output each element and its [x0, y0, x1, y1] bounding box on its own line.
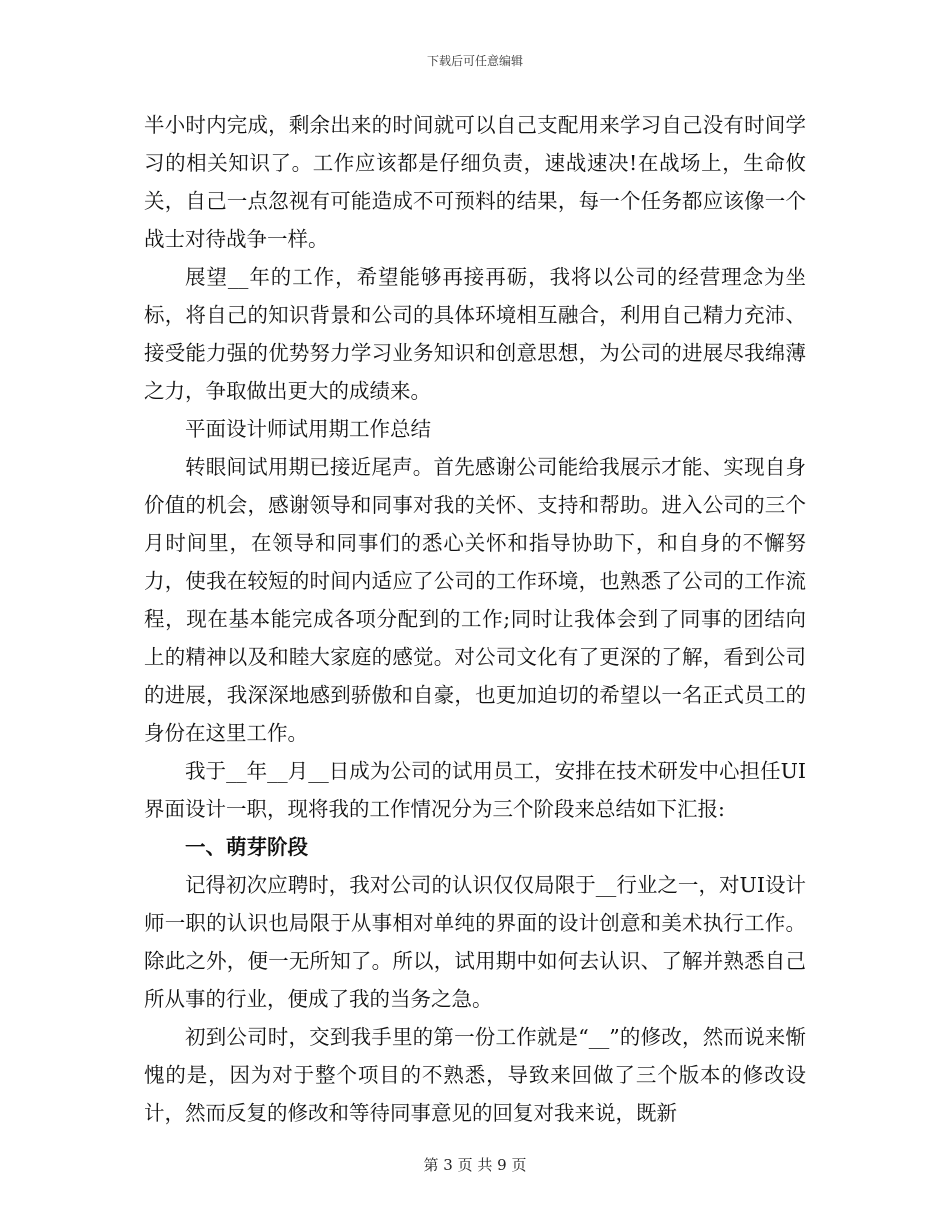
paragraph: 转眼间试用期已接近尾声。首先感谢公司能给我展示才能、实现自身价值的机会，感谢领导和同事对我的关怀、支持和帮助。进入公司的三个月时间里，在领导和同事们的悉心关怀和指导协助下，和自身的不懈努力，使我在较短的时间内适应了公司的工作环境，也熟悉了公司的工作流程，现在基本能完成各项分配到的工作;同时让我体会到了同事的团结向上的精神以及和睦大家庭的感觉。对公司文化有了更深的了解，看到公司的进展，我深深地感到骄傲和自豪，也更加迫切的希望以一名正式员工的身份在这里工作。 — [144, 455, 806, 745]
section-heading: 一、萌芽阶段 — [185, 835, 308, 859]
paragraph: 记得初次应聘时，我对公司的认识仅仅局限于__行业之一，对UI设计师一职的认识也局限于从事相对单纯的界面的设计创意和美术执行工作。除此之外，便一无所知了。所以，试用期中如何去认识、了解并熟悉自己所从事的行业，便成了我的当务之急。 — [144, 873, 806, 1011]
page-number: 第 3 页 共 9 页 — [423, 1156, 527, 1174]
document-body — [144, 106, 806, 1132]
paragraph: 展望__年的工作，希望能够再接再砺，我将以公司的经营理念为坐标，将自己的知识背景和公司的具体环境相互融合，利用自己精力充沛、接受能力强的优势努力学习业务知识和创意思想，为公司的进展尽我绵薄之力，争取做出更大的成绩来。 — [144, 265, 806, 403]
paragraph: 我于__年__月__日成为公司的试用员工，安排在技术研发中心担任UI界面设计一职，现将我的工作情况分为三个阶段来总结如下汇报: — [144, 759, 806, 821]
page-header-note: 下载后可任意编辑 — [426, 54, 523, 68]
paragraph: 初到公司时，交到我手里的第一份工作就是“__”的修改，然而说来惭愧的是，因为对于整个项目的不熟悉，导致来回做了三个版本的修改设计，然而反复的修改和等待同事意见的回复对我来说，既新 — [144, 1025, 806, 1125]
paragraph: 半小时内完成，剩余出来的时间就可以自己支配用来学习自己没有时间学习的相关知识了。工作应该都是仔细负责，速战速决!在战场上，生命攸关，自己一点忽视有可能造成不可预料的结果，每一个任务都应该像一个战士对待战争一样。 — [144, 113, 806, 251]
section-title: 平面设计师试用期工作总结 — [185, 417, 431, 441]
